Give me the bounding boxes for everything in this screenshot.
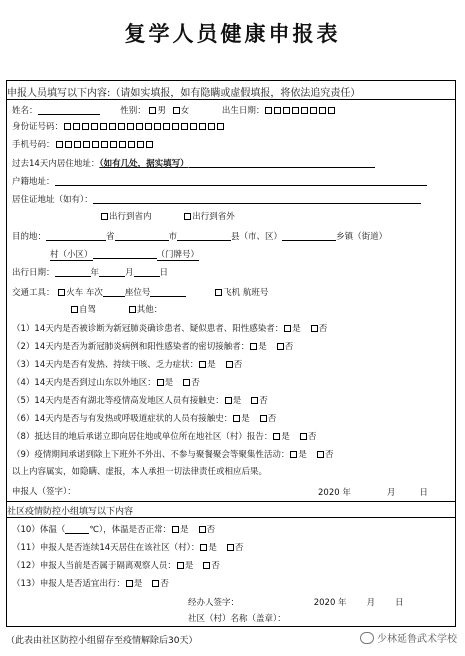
handler-day-label: 日 [395, 598, 404, 608]
destination-label: 目的地： [12, 232, 47, 242]
no-label: 否 [160, 579, 169, 589]
declaration-text: 以上内容属实，如隐瞒、虚报，本人承担一切法律责任或相应后果。 [12, 467, 268, 477]
yes-label: 是 [241, 414, 250, 424]
yes-checkbox[interactable] [199, 361, 206, 368]
no-label: 否 [318, 324, 328, 334]
no-label: 否 [191, 378, 200, 388]
handler-row [188, 596, 404, 608]
no-checkbox[interactable] [203, 562, 210, 569]
town-field[interactable] [282, 230, 336, 241]
yes-checkbox[interactable] [284, 325, 291, 332]
plane-checkbox[interactable] [215, 289, 222, 296]
male-label: 男 [157, 106, 166, 116]
other-checkbox[interactable] [129, 306, 136, 313]
question-text: （3）14天内是否有发热、持续干咳、乏力症状： [12, 360, 199, 370]
question-text: （1）14天内是否被诊断为新冠肺炎确诊患者、疑似患者、阳性感染者： [12, 324, 284, 334]
question-text: （9）疫情期间承诺到除上下班外不外出、不参与聚餐聚会等聚集性活动： [12, 450, 290, 460]
travel-scope-row [100, 211, 235, 223]
female-checkbox[interactable] [173, 107, 180, 114]
yes-checkbox[interactable] [233, 415, 240, 422]
question-text: （8）抵达目的地后承诺立即向居住地或单位所在地社区（村）报告： [12, 432, 273, 442]
huji-field[interactable] [55, 175, 427, 186]
past-address-row [12, 157, 375, 170]
female-label: 女 [180, 106, 190, 116]
yes-label: 是 [232, 396, 242, 406]
depart-year-field[interactable] [55, 266, 91, 277]
no-label: 否 [259, 396, 268, 406]
male-checkbox[interactable] [149, 107, 156, 114]
birth-label: 出生日期： [221, 106, 265, 116]
signature-label: 申报人（签字）： [12, 487, 76, 497]
self-drive-label: 自驾 [79, 305, 97, 315]
question-text: （4）14天内是否到过山东以外地区： [12, 378, 156, 388]
yes-label: 是 [180, 525, 189, 535]
train-checkbox[interactable] [58, 289, 65, 296]
section1-header: 申报人员填写以下内容:（请如实填报，如有隐瞒或虚假填报，将依法追究责任） [7, 88, 361, 99]
temperature-normal-label: ℃），体温是否正常： [89, 525, 172, 535]
handler-label: 经办人签字： [188, 598, 240, 608]
no-label: 否 [284, 342, 294, 352]
question-6 [12, 413, 276, 425]
depart-month-field[interactable] [99, 266, 125, 277]
depart-date-label: 出行日期： [12, 268, 55, 278]
yes-checkbox[interactable] [273, 433, 280, 440]
phone-boxes[interactable] [55, 140, 154, 150]
sign-year-label: 2020 年 [318, 488, 351, 498]
signature-date [318, 486, 428, 498]
province-label: 省 [106, 232, 115, 242]
day-label: 日 [159, 268, 169, 278]
yes-label: 是 [298, 450, 307, 460]
divider [7, 517, 455, 518]
question-1 [12, 323, 327, 335]
no-label: 否 [324, 450, 334, 460]
question-text: （5）14天内是否有湖北等疫情高发地区人员有接触史： [12, 396, 224, 406]
seat-label: 座位号 [124, 288, 151, 298]
city-field[interactable] [115, 230, 169, 241]
no-checkbox[interactable] [152, 580, 159, 587]
gender-label: 性别： [120, 106, 146, 116]
community-row [188, 612, 286, 624]
community-label: 社区（村）名称（盖章）： [188, 614, 286, 624]
past-address-field[interactable] [189, 157, 375, 168]
no-label: 否 [233, 360, 243, 370]
phone-label: 手机号码： [12, 140, 55, 150]
year-label: 年 [90, 268, 100, 278]
no-checkbox[interactable] [300, 433, 307, 440]
question-text: （6）14天内是否与有发热或呼吸道症状的人员有接触史： [12, 414, 233, 424]
no-checkbox[interactable] [199, 526, 206, 533]
yes-checkbox[interactable] [157, 379, 164, 386]
yes-checkbox[interactable] [172, 526, 179, 533]
question-5 [12, 395, 268, 407]
house-field[interactable] [93, 248, 157, 259]
no-checkbox[interactable] [251, 397, 258, 404]
no-checkbox[interactable] [183, 379, 190, 386]
question-text: （13）申报人是否适宜出行： [12, 579, 125, 589]
yes-checkbox[interactable] [126, 580, 133, 587]
residence-row [12, 193, 421, 206]
no-label: 否 [234, 543, 244, 553]
house-label: （门牌号） [156, 250, 200, 260]
out-province-label: 出行到省外 [192, 212, 235, 222]
no-label: 否 [307, 432, 317, 442]
transport-label: 交通工具： [12, 288, 55, 298]
question-text: （12）申报人当前是否属于隔离观察人员： [12, 561, 176, 571]
no-label: 否 [211, 561, 220, 571]
self-drive-checkbox[interactable] [71, 306, 78, 313]
question-9 [12, 449, 333, 461]
no-checkbox[interactable] [317, 451, 324, 458]
yes-label: 是 [208, 543, 217, 553]
watermark-text: 少林延鲁武术学校 [377, 634, 457, 645]
id-label: 身份证号码： [12, 122, 64, 132]
transport-row [12, 286, 268, 299]
no-checkbox[interactable] [311, 325, 318, 332]
temperature-label: （10）体温（ [12, 525, 66, 535]
transport-row-2 [70, 304, 162, 316]
question-text: （2）14天内是否为新冠肺炎病例和阳性感染者的密切接触者： [12, 342, 250, 352]
past-address-label: 过去14天内居住地址： [12, 159, 100, 169]
yes-checkbox[interactable] [200, 544, 207, 551]
section2-header: 社区疫情防控小组填写以下内容 [7, 507, 134, 517]
yes-label: 是 [281, 432, 290, 442]
temperature-field[interactable] [65, 523, 89, 534]
in-province-label: 出行到省内 [109, 212, 152, 222]
yes-checkbox[interactable] [177, 562, 184, 569]
id-row [12, 121, 225, 133]
train-label: 火车 车次 [66, 288, 103, 298]
in-province-checkbox[interactable] [101, 213, 108, 220]
depart-day-field[interactable] [134, 266, 160, 277]
wechat-icon [360, 632, 374, 644]
yes-label: 是 [292, 324, 301, 334]
id-boxes[interactable] [63, 122, 225, 132]
city-label: 市 [168, 232, 178, 242]
footer-note: （此表由社区防控小组留存至疫情解除后30天） [6, 636, 198, 646]
sign-month-label: 月 [386, 488, 396, 498]
no-checkbox[interactable] [277, 343, 284, 350]
county-field[interactable] [177, 230, 231, 241]
question-2 [12, 341, 293, 353]
yes-label: 是 [133, 579, 143, 589]
residence-label: 居住证地址（如有）： [12, 195, 93, 205]
signature-row [12, 486, 76, 498]
handler-year-label: 2020 年 [313, 598, 347, 608]
divider [7, 99, 455, 100]
depart-date-row [12, 266, 168, 279]
train-no-field[interactable] [103, 286, 125, 297]
residence-field[interactable] [93, 193, 421, 204]
yes-checkbox[interactable] [290, 451, 297, 458]
huji-label: 户籍地址： [12, 177, 55, 187]
plane-label: 飞机 航班号 [223, 288, 269, 298]
question-text: （11）申报人是否连续14天居住在该社区（村）： [12, 543, 200, 553]
no-label: 否 [267, 414, 277, 424]
past-address-hint: （如有几处，据实填写） [99, 159, 189, 169]
no-checkbox[interactable] [226, 361, 233, 368]
no-checkbox[interactable] [227, 544, 234, 551]
name-row [12, 104, 336, 117]
birth-boxes[interactable] [264, 106, 336, 116]
watermark [360, 630, 457, 645]
question-13 [12, 578, 169, 590]
county-label: 县（市、区） [231, 232, 283, 242]
question-11 [12, 542, 243, 554]
name-label: 姓名： [12, 106, 38, 116]
question-12 [12, 560, 220, 572]
yes-label: 是 [164, 378, 174, 388]
yes-checkbox[interactable] [250, 343, 257, 350]
yes-label: 是 [258, 342, 267, 352]
no-label: 否 [206, 525, 216, 535]
other-label: 其他： [136, 305, 163, 315]
sign-day-label: 日 [419, 488, 428, 498]
handler-month-label: 月 [366, 598, 376, 608]
question-3 [12, 359, 242, 371]
huji-row [12, 175, 427, 188]
yes-label: 是 [184, 561, 194, 571]
province-field[interactable] [46, 230, 106, 241]
seat-field[interactable] [150, 286, 186, 297]
no-checkbox[interactable] [260, 415, 267, 422]
question-4 [12, 377, 200, 389]
form-title: 复学人员健康申报表 [124, 21, 341, 46]
out-province-checkbox[interactable] [184, 213, 191, 220]
question-8 [12, 431, 316, 443]
phone-row [12, 139, 154, 151]
yes-label: 是 [207, 360, 216, 370]
divider [7, 501, 455, 502]
yes-checkbox[interactable] [225, 397, 232, 404]
village-row [50, 248, 199, 261]
name-field[interactable] [38, 104, 100, 115]
month-label: 月 [125, 268, 134, 278]
town-label: 乡镇（街道） [336, 232, 388, 242]
destination-row [12, 230, 387, 243]
village-label: 村（小区） [50, 250, 93, 260]
temperature-row [12, 523, 215, 536]
